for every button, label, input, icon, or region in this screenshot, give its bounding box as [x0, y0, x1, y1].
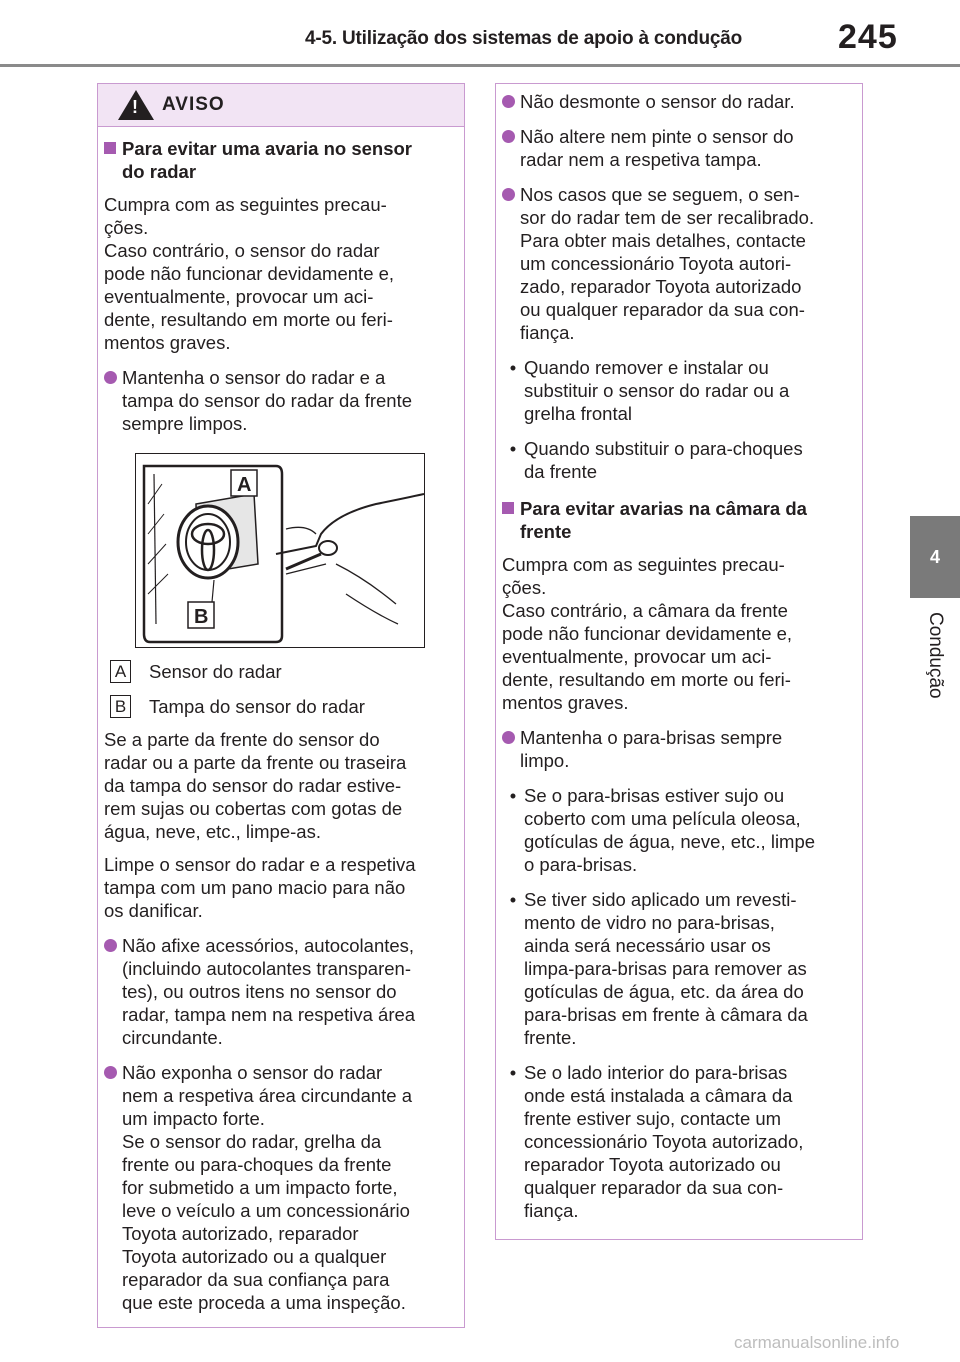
round-bullet-icon: [104, 939, 117, 952]
warning-label: AVISO: [162, 94, 225, 115]
radar-sensor-illustration: [135, 453, 425, 648]
warning-header: [98, 84, 464, 127]
header-divider: [0, 64, 960, 67]
dash-item: • Quando remover e instalar ou substituir o sensor do radar ou a grelha frontal: [509, 357, 790, 424]
paragraph-precautions-camera: Cumpra com as seguintes precau- ções. Caso contrário, a câmara da frente pode não funcionar devidamente e, eventualmente, provocar um aci- dente, resultando em morte ou feri- mentos graves.: [502, 554, 793, 713]
dash-item: • Quando substituir o para-choques da frente: [509, 438, 803, 482]
warning-triangle-icon: !: [118, 90, 154, 120]
svg-text:B: B: [194, 606, 209, 628]
dash-item: • Se o para-brisas estiver sujo ou coberto com uma película oleosa, gotículas de água, neve, etc., limpe o para-brisas.: [509, 785, 816, 875]
legend-key: A: [110, 660, 131, 683]
svg-text:A: A: [237, 474, 252, 496]
chapter-tab[interactable]: 4: [910, 516, 960, 598]
radar-sensor-drawing: [136, 454, 424, 647]
paragraph-clean-sensor: Se a parte da frente do sensor do radar ou a parte da frente ou traseira da tampa do sensor do radar estive- rem sujas ou cobertas com gotas de água, neve, etc., limpe-as.: [104, 729, 407, 842]
bullet-item: Mantenha o para-brisas sempre limpo.: [502, 726, 854, 772]
square-bullet-icon: [104, 142, 116, 154]
section-title: 4-5. Utilização dos sistemas de apoio à condução: [305, 28, 743, 49]
legend-item-b: [110, 695, 456, 718]
warning-box-left: [97, 83, 465, 1328]
round-bullet-icon: [502, 130, 515, 143]
round-bullet-icon: [502, 95, 515, 108]
chapter-label: Condução: [925, 612, 946, 699]
legend-item-a: [110, 660, 456, 683]
bullet-item: Mantenha o sensor do radar e a tampa do sensor do radar da frente sempre limpos.: [104, 366, 456, 435]
round-bullet-icon: [104, 371, 117, 384]
round-bullet-icon: [502, 731, 515, 744]
warning-box-right: [495, 83, 863, 1240]
legend-text: Sensor do radar: [149, 661, 282, 682]
watermark: carmanualsonline.info: [734, 1333, 900, 1352]
subheading-radar: Para evitar uma avaria no sensor do radar: [104, 137, 456, 183]
subheading-camera: Para evitar avarias na câmara da frente: [502, 497, 854, 543]
paragraph-precautions: Cumpra com as seguintes precau- ções. Caso contrário, o sensor do radar pode não funcionar devidamente e, eventualmente, provocar um aci- dente, resultando em morte ou feri- mentos graves.: [104, 194, 395, 353]
square-bullet-icon: [502, 502, 514, 514]
bullet-item: Nos casos que se seguem, o sen- sor do radar tem de ser recalibrado. Para obter mais detalhes, contacte um concessionário Toyota autori- zado, reparador Toyota autorizado ou qualquer reparador da sua con- fiança.: [502, 183, 854, 344]
dash-item: • Se o lado interior do para-brisas onde está instalada a câmara da frente estiver sujo, contacte um concessionário Toyota autorizado, reparador Toyota autorizado ou qualquer reparador da sua con- fiança.: [509, 1062, 804, 1221]
page-number: 245: [838, 18, 898, 56]
bullet-item: Não desmonte o sensor do radar.: [502, 90, 854, 113]
legend-text: Tampa do sensor do radar: [149, 696, 365, 717]
paragraph-soft-cloth: Limpe o sensor do radar e a respetiva tampa com um pano macio para não os danificar.: [104, 854, 416, 921]
dash-item: • Se tiver sido aplicado um revesti- mento de vidro no para-brisas, ainda será necessário usar os limpa-para-brisas para remover as gotículas de água, etc. da área do para-brisas em frente à câmara da frente.: [509, 889, 808, 1048]
warning-content-left: [98, 137, 464, 1314]
round-bullet-icon: [502, 188, 515, 201]
bullet-item: Não altere nem pinte o sensor do radar nem a respetiva tampa.: [502, 125, 854, 171]
bullet-item: Não afixe acessórios, autocolantes, (incluindo autocolantes transparen- tes), ou outros itens no sensor do radar, tampa nem na respetiva área circundante.: [104, 934, 456, 1049]
bullet-item: Não exponha o sensor do radar nem a respetiva área circundante a um impacto forte. Se o sensor do radar, grelha da frente ou para-choques da frente for submetido a um impacto forte, leve o veículo a um concessionário Toyota autorizado, reparador Toyota autorizado ou a qualquer reparador da sua confiança para que este proceda a uma inspeção.: [104, 1061, 456, 1314]
legend-key: B: [110, 695, 131, 718]
round-bullet-icon: [104, 1066, 117, 1079]
warning-content-right: [496, 90, 862, 1222]
